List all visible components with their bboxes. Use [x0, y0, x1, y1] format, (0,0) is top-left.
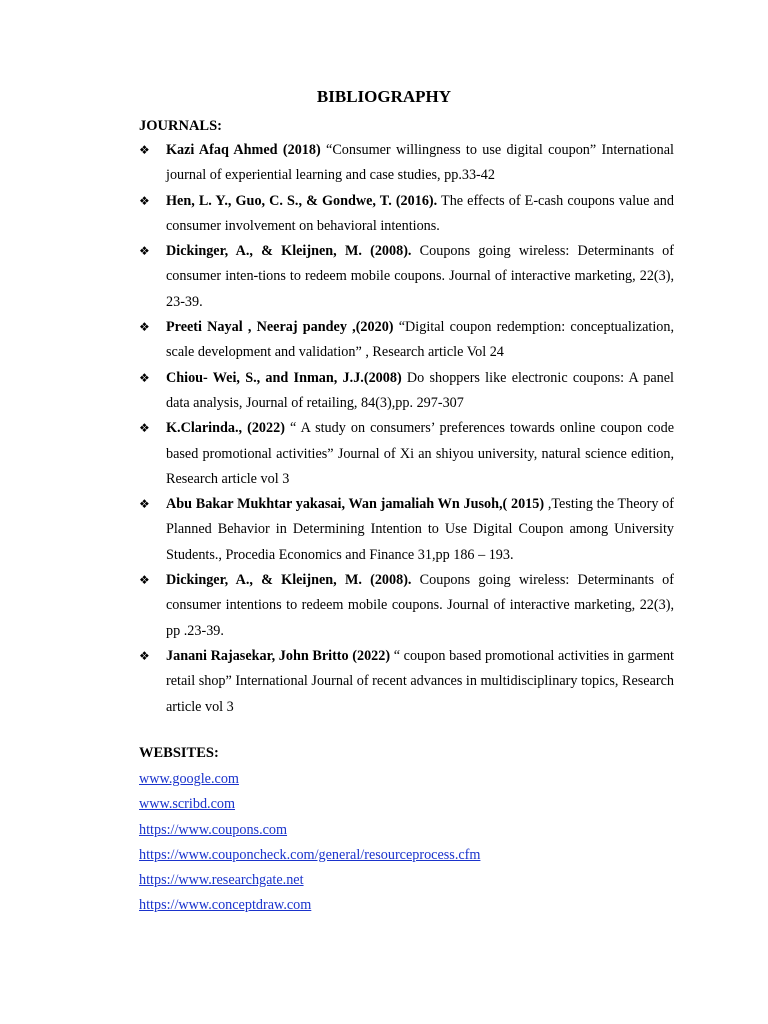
diamond-bullet-icon: ❖ [139, 497, 150, 512]
journals-heading: JOURNALS: [139, 118, 222, 134]
journal-reference [0, 138, 768, 189]
reference-details: Coupons going wireless: Determinants of consumer intentions to redeem mobile coupons. Journal of interactive marketing, 22(3), pp .23-39. [166, 572, 674, 639]
diamond-bullet-icon: ❖ [139, 143, 150, 157]
journal-reference [0, 189, 768, 240]
website-link-coupons[interactable]: https://www.coupons.com [139, 821, 288, 838]
website-link-google[interactable]: www.google.com [139, 771, 239, 787]
reference-authors: Janani Rajasekar, John Britto (2022) [166, 647, 391, 664]
journal-reference [0, 568, 768, 644]
reference-authors: Dickinger, A., & Kleijnen, M. (2008). [166, 572, 412, 589]
diamond-bullet-icon: ❖ [139, 193, 150, 208]
diamond-bullet-icon: ❖ [139, 421, 150, 436]
reference-details: Coupons going wireless: Determinants of consumer inten-tions to redeem mobile coupons. Journal of interactive marketing, 22(3), 23-39. [166, 243, 674, 310]
reference-authors: Preeti Nayal , Neeraj pandey ,(2020) [166, 319, 394, 336]
journal-reference [0, 492, 768, 568]
diamond-bullet-icon: ❖ [139, 370, 150, 385]
website-list-item [139, 767, 480, 792]
page-title: BIBLIOGRAPHY [316, 87, 452, 106]
website-list-item [139, 818, 480, 843]
reference-details: The effects of E-cash coupons value and consumer involvement on behavioral intentions. [166, 192, 674, 234]
website-link-researchgate[interactable]: https://www.researchgate.net [139, 872, 304, 889]
diamond-bullet-icon: ❖ [139, 244, 150, 259]
reference-authors: Dickinger, A., & Kleijnen, M. (2008). [166, 243, 412, 260]
journal-reference [0, 315, 768, 366]
website-list-item [139, 843, 480, 868]
reference-authors: K.Clarinda., (2022) [166, 420, 285, 437]
diamond-bullet-icon: ❖ [139, 320, 150, 335]
website-link-scribd[interactable]: www.scribd.com [139, 796, 236, 813]
reference-authors: Abu Bakar Mukhtar yakasai, Wan jamaliah Wn Jusoh,( 2015) [166, 496, 545, 513]
reference-details: Do shoppers like electronic coupons: A panel data analysis, Journal of retailing, 84(3),pp. 297-307 [166, 369, 674, 411]
website-list-item [139, 868, 480, 893]
website-link-conceptdraw[interactable]: https://www.conceptdraw.com [139, 897, 312, 914]
reference-details: “ coupon based promotional activities in garment retail shop” International Journal of recent advances in multidisciplinary topics, Research article vol 3 [166, 647, 674, 715]
journal-reference [0, 644, 768, 720]
reference-details: “Consumer willingness to use digital coupon” International journal of experiential learning and case studies, pp.33-42 [166, 142, 674, 184]
journal-reference [0, 239, 768, 315]
reference-details: “Digital coupon redemption: conceptualization, scale development and validation” , Research article Vol 24 [166, 319, 675, 361]
website-link-list [139, 767, 480, 919]
journal-reference [0, 416, 768, 492]
diamond-bullet-icon: ❖ [139, 573, 150, 588]
website-list-item [139, 893, 480, 918]
website-link-couponcheck[interactable]: https://www.couponcheck.com/general/resourceprocess.cfm [139, 846, 481, 863]
diamond-bullet-icon: ❖ [139, 648, 150, 663]
reference-authors: Chiou- Wei, S., and Inman, J.J.(2008) [166, 369, 402, 386]
reference-details: ,Testing the Theory of Planned Behavior in Determining Intention to Use Digital Coupon among University Students., Procedia Economics and Finance 31,pp 186 – 193. [166, 496, 675, 563]
reference-authors: Kazi Afaq Ahmed (2018) [166, 142, 321, 158]
journal-reference-list [0, 138, 768, 720]
reference-authors: Hen, L. Y., Guo, C. S., & Gondwe, T. (2016). [166, 192, 438, 209]
reference-details: “ A study on consumers’ preferences towards online coupon code based promotional activities” Journal of Xi an shiyou university, natural science edition, Research article vol 3 [166, 420, 674, 487]
website-list-item [139, 792, 480, 817]
websites-heading: WEBSITES: [139, 745, 219, 761]
journal-reference [0, 366, 768, 417]
